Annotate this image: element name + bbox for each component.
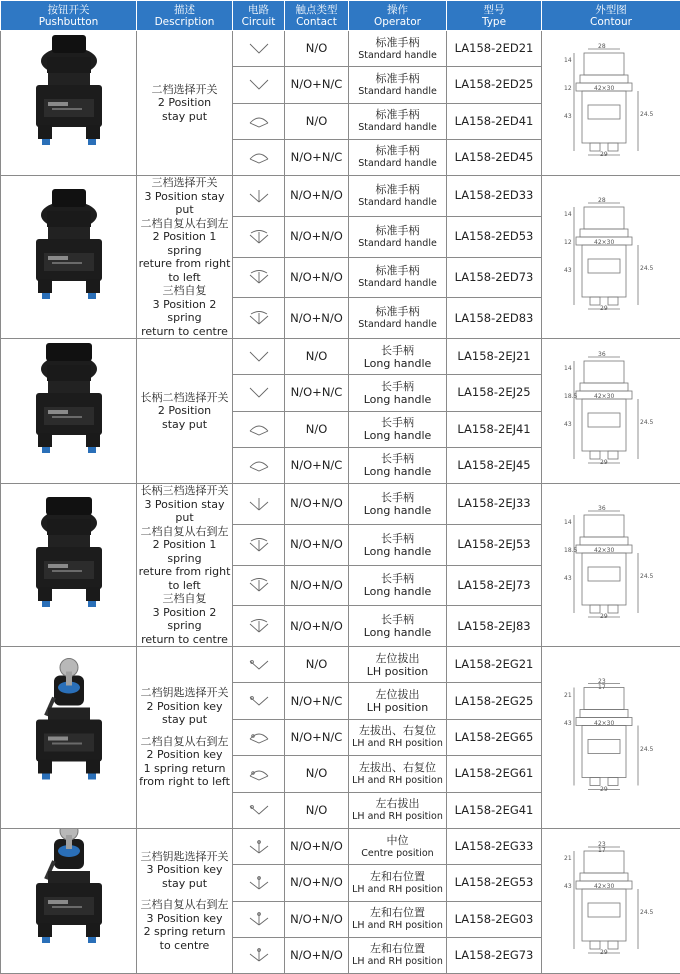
dimension-label: 17 bbox=[598, 847, 606, 854]
circuit-symbol bbox=[233, 865, 285, 901]
dimension-label: 43 bbox=[564, 267, 572, 274]
description-cell bbox=[137, 31, 233, 176]
circuit-symbol bbox=[233, 606, 285, 647]
contour-drawing bbox=[542, 31, 680, 176]
operator-en: Standard handle bbox=[349, 49, 446, 62]
description-line: 2 Position 1 spring bbox=[137, 230, 232, 257]
dimension-label: 42×30 bbox=[594, 85, 614, 92]
operator-cell bbox=[349, 829, 447, 865]
dimension-label: 14 bbox=[564, 519, 572, 526]
operator-cell bbox=[349, 103, 447, 139]
dimension-label: 24.5 bbox=[640, 265, 653, 272]
description-line: 2 Position key bbox=[137, 700, 232, 714]
operator-cell bbox=[349, 67, 447, 103]
contact-type: N/O+N/O bbox=[285, 901, 349, 937]
operator-cell bbox=[349, 411, 447, 447]
contact-type: N/O+N/C bbox=[285, 139, 349, 175]
circuit-symbol bbox=[233, 524, 285, 565]
dimension-label: 29 bbox=[600, 151, 608, 158]
model-type: LA158-2ED45 bbox=[447, 139, 542, 175]
circuit-symbol bbox=[233, 411, 285, 447]
operator-cn: 长手柄 bbox=[349, 452, 446, 465]
operator-cell bbox=[349, 683, 447, 719]
description-cell bbox=[137, 176, 233, 339]
description-block bbox=[137, 850, 232, 891]
operator-en: Centre position bbox=[349, 847, 446, 860]
operator-cell bbox=[349, 565, 447, 606]
operator-en: LH and RH position bbox=[349, 919, 446, 932]
operator-en: LH and RH position bbox=[349, 955, 446, 968]
operator-en: Standard handle bbox=[349, 121, 446, 134]
circuit-symbol bbox=[233, 683, 285, 719]
model-type: LA158-2EJ83 bbox=[447, 606, 542, 647]
dimension-label: 36 bbox=[598, 505, 606, 512]
contact-type: N/O+N/O bbox=[285, 484, 349, 525]
dimension-label: 43 bbox=[564, 113, 572, 120]
product-row bbox=[1, 31, 680, 67]
header-pushbutton: 按钮开关 Pushbutton bbox=[1, 1, 137, 31]
contact-type: N/O bbox=[285, 411, 349, 447]
dimension-label: 24.5 bbox=[640, 909, 653, 916]
operator-cn: 左拔出、右复位 bbox=[349, 761, 446, 774]
contour-drawing bbox=[542, 647, 680, 829]
contact-type: N/O bbox=[285, 103, 349, 139]
description-cell bbox=[137, 829, 233, 974]
header-contact: 触点类型 Contact bbox=[285, 1, 349, 31]
contact-type: N/O+N/C bbox=[285, 683, 349, 719]
operator-cn: 标准手柄 bbox=[349, 72, 446, 85]
circuit-symbol bbox=[233, 216, 285, 257]
description-cell bbox=[137, 647, 233, 829]
header-description: 描述 Description bbox=[137, 1, 233, 31]
product-image bbox=[1, 339, 137, 484]
model-type: LA158-2ED25 bbox=[447, 67, 542, 103]
contour-drawing bbox=[542, 176, 680, 339]
dimension-label: 24.5 bbox=[640, 419, 653, 426]
operator-cn: 左和右位置 bbox=[349, 906, 446, 919]
circuit-symbol bbox=[233, 719, 285, 755]
circuit-symbol bbox=[233, 67, 285, 103]
model-type: LA158-2EG03 bbox=[447, 901, 542, 937]
product-row bbox=[1, 829, 680, 865]
dimension-label: 42×30 bbox=[594, 547, 614, 554]
model-type: LA158-2ED21 bbox=[447, 31, 542, 67]
model-type: LA158-2EG21 bbox=[447, 647, 542, 683]
operator-cell bbox=[349, 484, 447, 525]
description-line: stay put bbox=[137, 877, 232, 891]
operator-cn: 长手柄 bbox=[349, 380, 446, 393]
operator-en: Long handle bbox=[349, 393, 446, 406]
model-type: LA158-2EJ33 bbox=[447, 484, 542, 525]
operator-cell bbox=[349, 719, 447, 755]
operator-cn: 长手柄 bbox=[349, 416, 446, 429]
description-line: return to centre bbox=[137, 633, 232, 647]
description-line: 三档选择开关 bbox=[137, 176, 232, 190]
dimension-label: 42×30 bbox=[594, 720, 614, 727]
contact-type: N/O+N/O bbox=[285, 176, 349, 217]
operator-cn: 标准手柄 bbox=[349, 108, 446, 121]
operator-cn: 长手柄 bbox=[349, 491, 446, 504]
circuit-symbol bbox=[233, 257, 285, 298]
description-line: 2 Position bbox=[137, 404, 232, 418]
model-type: LA158-2EG53 bbox=[447, 865, 542, 901]
contact-type: N/O+N/C bbox=[285, 447, 349, 483]
description-line: 3 Position 2 spring bbox=[137, 606, 232, 633]
product-image bbox=[1, 647, 137, 829]
circuit-symbol bbox=[233, 298, 285, 339]
operator-en: Standard handle bbox=[349, 85, 446, 98]
header-operator: 操作 Operator bbox=[349, 1, 447, 31]
circuit-symbol bbox=[233, 792, 285, 828]
dimension-label: 43 bbox=[564, 421, 572, 428]
description-line: 三档自复从右到左 bbox=[137, 898, 232, 912]
model-type: LA158-2EG65 bbox=[447, 719, 542, 755]
model-type: LA158-2EG33 bbox=[447, 829, 542, 865]
description-line: 长柄二档选择开关 bbox=[137, 391, 232, 405]
model-type: LA158-2EJ25 bbox=[447, 375, 542, 411]
operator-cell bbox=[349, 937, 447, 973]
operator-cn: 左位拔出 bbox=[349, 688, 446, 701]
contour-drawing bbox=[542, 484, 680, 647]
description-line: 2 Position bbox=[137, 96, 232, 110]
description-line: 3 Position stay put bbox=[137, 190, 232, 217]
contact-type: N/O bbox=[285, 647, 349, 683]
contact-type: N/O+N/O bbox=[285, 937, 349, 973]
model-type: LA158-2EJ73 bbox=[447, 565, 542, 606]
description-line: to centre bbox=[137, 939, 232, 953]
operator-cn: 左位拔出 bbox=[349, 652, 446, 665]
contact-type: N/O+N/O bbox=[285, 606, 349, 647]
description-line: stay put bbox=[137, 418, 232, 432]
operator-cn: 长手柄 bbox=[349, 532, 446, 545]
operator-cn: 左和右位置 bbox=[349, 870, 446, 883]
description-line: 3 Position stay put bbox=[137, 498, 232, 525]
dimension-label: 29 bbox=[600, 459, 608, 466]
description-block bbox=[137, 898, 232, 952]
operator-cn: 左拔出、右复位 bbox=[349, 724, 446, 737]
description-line: 二档选择开关 bbox=[137, 83, 232, 97]
circuit-symbol bbox=[233, 829, 285, 865]
description-line: 二档自复从右到左 bbox=[137, 735, 232, 749]
model-type: LA158-2ED33 bbox=[447, 176, 542, 217]
dimension-label: 14 bbox=[564, 211, 572, 218]
contact-type: N/O+N/C bbox=[285, 67, 349, 103]
circuit-symbol bbox=[233, 103, 285, 139]
operator-cn: 左和右位置 bbox=[349, 942, 446, 955]
contact-type: N/O+N/O bbox=[285, 257, 349, 298]
description-line: 1 spring return bbox=[137, 762, 232, 776]
dimension-label: 23 bbox=[598, 678, 606, 685]
operator-cn: 标准手柄 bbox=[349, 264, 446, 277]
circuit-symbol bbox=[233, 937, 285, 973]
model-type: LA158-2EG61 bbox=[447, 756, 542, 792]
operator-cell bbox=[349, 606, 447, 647]
product-row bbox=[1, 484, 680, 525]
dimension-label: 29 bbox=[600, 613, 608, 620]
dimension-label: 43 bbox=[564, 575, 572, 582]
model-type: LA158-2EG41 bbox=[447, 792, 542, 828]
operator-cn: 长手柄 bbox=[349, 344, 446, 357]
operator-cell bbox=[349, 792, 447, 828]
header-circuit: 电路 Circuit bbox=[233, 1, 285, 31]
description-line: 3 Position 2 spring bbox=[137, 298, 232, 325]
description-line: to left bbox=[137, 271, 232, 285]
operator-en: Long handle bbox=[349, 429, 446, 442]
operator-en: Long handle bbox=[349, 504, 446, 517]
operator-cell bbox=[349, 339, 447, 375]
circuit-symbol bbox=[233, 139, 285, 175]
contour-drawing bbox=[542, 339, 680, 484]
dimension-label: 23 bbox=[598, 841, 606, 848]
description-line: 3 Position key bbox=[137, 863, 232, 877]
contact-type: N/O+N/C bbox=[285, 375, 349, 411]
contact-type: N/O+N/C bbox=[285, 719, 349, 755]
dimension-label: 17 bbox=[598, 684, 606, 691]
operator-cn: 标准手柄 bbox=[349, 305, 446, 318]
operator-cn: 标准手柄 bbox=[349, 36, 446, 49]
description-line: 2 Position 1 spring bbox=[137, 538, 232, 565]
dimension-label: 14 bbox=[564, 57, 572, 64]
dimension-label: 21 bbox=[564, 855, 572, 862]
description-block bbox=[137, 735, 232, 789]
operator-en: Standard handle bbox=[349, 318, 446, 331]
model-type: LA158-2EG25 bbox=[447, 683, 542, 719]
product-image bbox=[1, 484, 137, 647]
dimension-label: 18.5 bbox=[564, 547, 577, 554]
description-line: to left bbox=[137, 579, 232, 593]
description-line: 二档自复从右到左 bbox=[137, 525, 232, 539]
model-type: LA158-2ED73 bbox=[447, 257, 542, 298]
dimension-label: 36 bbox=[598, 351, 606, 358]
contact-type: N/O+N/O bbox=[285, 216, 349, 257]
contact-type: N/O+N/O bbox=[285, 524, 349, 565]
description-cell bbox=[137, 339, 233, 484]
product-image bbox=[1, 31, 137, 176]
operator-cn: 标准手柄 bbox=[349, 144, 446, 157]
operator-en: LH position bbox=[349, 665, 446, 678]
dimension-label: 28 bbox=[598, 43, 606, 50]
operator-cell bbox=[349, 447, 447, 483]
circuit-symbol bbox=[233, 647, 285, 683]
description-line: reture from right bbox=[137, 257, 232, 271]
dimension-label: 12 bbox=[564, 239, 572, 246]
description-line: stay put bbox=[137, 110, 232, 124]
operator-en: Standard handle bbox=[349, 237, 446, 250]
operator-cell bbox=[349, 647, 447, 683]
operator-en: Long handle bbox=[349, 465, 446, 478]
contact-type: N/O bbox=[285, 756, 349, 792]
dimension-label: 28 bbox=[598, 197, 606, 204]
operator-cn: 长手柄 bbox=[349, 572, 446, 585]
operator-cell bbox=[349, 298, 447, 339]
operator-cell bbox=[349, 216, 447, 257]
operator-en: Long handle bbox=[349, 357, 446, 370]
operator-cell bbox=[349, 524, 447, 565]
contact-type: N/O bbox=[285, 792, 349, 828]
operator-en: LH and RH position bbox=[349, 774, 446, 787]
dimension-label: 43 bbox=[564, 883, 572, 890]
dimension-label: 14 bbox=[564, 365, 572, 372]
description-line: 3 Position key bbox=[137, 912, 232, 926]
description-line: 二档自复从右到左 bbox=[137, 217, 232, 231]
operator-en: Long handle bbox=[349, 545, 446, 558]
operator-cell bbox=[349, 31, 447, 67]
dimension-label: 24.5 bbox=[640, 573, 653, 580]
dimension-label: 29 bbox=[600, 949, 608, 956]
contact-type: N/O+N/O bbox=[285, 865, 349, 901]
dimension-label: 43 bbox=[564, 720, 572, 727]
product-image bbox=[1, 829, 137, 974]
circuit-symbol bbox=[233, 375, 285, 411]
operator-cell bbox=[349, 756, 447, 792]
model-type: LA158-2EG73 bbox=[447, 937, 542, 973]
product-image bbox=[1, 176, 137, 339]
dimension-label: 12 bbox=[564, 85, 572, 92]
contact-type: N/O+N/O bbox=[285, 565, 349, 606]
circuit-symbol bbox=[233, 484, 285, 525]
description-line: return to centre bbox=[137, 325, 232, 339]
circuit-symbol bbox=[233, 756, 285, 792]
operator-en: Standard handle bbox=[349, 277, 446, 290]
description-line: 三档自复 bbox=[137, 284, 232, 298]
dimension-label: 29 bbox=[600, 786, 608, 793]
dimension-label: 42×30 bbox=[594, 393, 614, 400]
product-row bbox=[1, 339, 680, 375]
description-line: 2 Position key bbox=[137, 748, 232, 762]
circuit-symbol bbox=[233, 31, 285, 67]
model-type: LA158-2EJ45 bbox=[447, 447, 542, 483]
description-line: stay put bbox=[137, 713, 232, 727]
contact-type: N/O bbox=[285, 339, 349, 375]
operator-cn: 标准手柄 bbox=[349, 183, 446, 196]
operator-en: Long handle bbox=[349, 626, 446, 639]
operator-en: Long handle bbox=[349, 585, 446, 598]
dimension-label: 18.5 bbox=[564, 393, 577, 400]
description-line: from right to left bbox=[137, 775, 232, 789]
dimension-label: 42×30 bbox=[594, 883, 614, 890]
circuit-symbol bbox=[233, 339, 285, 375]
description-line: 三档钥匙选择开关 bbox=[137, 850, 232, 864]
description-block bbox=[137, 391, 232, 432]
operator-en: LH and RH position bbox=[349, 883, 446, 896]
operator-cn: 左右拔出 bbox=[349, 797, 446, 810]
model-type: LA158-2ED83 bbox=[447, 298, 542, 339]
description-cell bbox=[137, 484, 233, 647]
operator-cell bbox=[349, 257, 447, 298]
header-type: 型号 Type bbox=[447, 1, 542, 31]
contour-drawing bbox=[542, 829, 680, 974]
contact-type: N/O+N/O bbox=[285, 298, 349, 339]
dimension-label: 29 bbox=[600, 305, 608, 312]
dimension-label: 21 bbox=[564, 692, 572, 699]
description-line: 2 spring return bbox=[137, 925, 232, 939]
operator-cell bbox=[349, 176, 447, 217]
operator-cell bbox=[349, 375, 447, 411]
operator-en: LH and RH position bbox=[349, 810, 446, 823]
model-type: LA158-2ED41 bbox=[447, 103, 542, 139]
dimension-label: 24.5 bbox=[640, 111, 653, 118]
description-line: reture from right bbox=[137, 565, 232, 579]
description-block bbox=[137, 83, 232, 124]
contact-type: N/O+N/O bbox=[285, 829, 349, 865]
operator-cn: 中位 bbox=[349, 834, 446, 847]
dimension-label: 42×30 bbox=[594, 239, 614, 246]
circuit-symbol bbox=[233, 176, 285, 217]
operator-en: LH position bbox=[349, 701, 446, 714]
product-row bbox=[1, 647, 680, 683]
operator-cn: 长手柄 bbox=[349, 613, 446, 626]
circuit-symbol bbox=[233, 447, 285, 483]
contact-type: N/O bbox=[285, 31, 349, 67]
operator-cell bbox=[349, 139, 447, 175]
header-row bbox=[1, 1, 680, 31]
operator-cell bbox=[349, 865, 447, 901]
model-type: LA158-2EJ21 bbox=[447, 339, 542, 375]
description-block bbox=[137, 176, 232, 338]
operator-cell bbox=[349, 901, 447, 937]
description-line: 三档自复 bbox=[137, 592, 232, 606]
description-block bbox=[137, 484, 232, 646]
operator-en: Standard handle bbox=[349, 196, 446, 209]
model-type: LA158-2ED53 bbox=[447, 216, 542, 257]
operator-en: LH and RH position bbox=[349, 737, 446, 750]
dimension-label: 24.5 bbox=[640, 746, 653, 753]
operator-cn: 标准手柄 bbox=[349, 224, 446, 237]
description-line: 二档钥匙选择开关 bbox=[137, 686, 232, 700]
circuit-symbol bbox=[233, 565, 285, 606]
description-line: 长柄三档选择开关 bbox=[137, 484, 232, 498]
model-type: LA158-2EJ53 bbox=[447, 524, 542, 565]
header-contour: 外型图 Contour bbox=[542, 1, 680, 31]
circuit-symbol bbox=[233, 901, 285, 937]
operator-en: Standard handle bbox=[349, 157, 446, 170]
description-block bbox=[137, 686, 232, 727]
model-type: LA158-2EJ41 bbox=[447, 411, 542, 447]
product-row bbox=[1, 176, 680, 217]
